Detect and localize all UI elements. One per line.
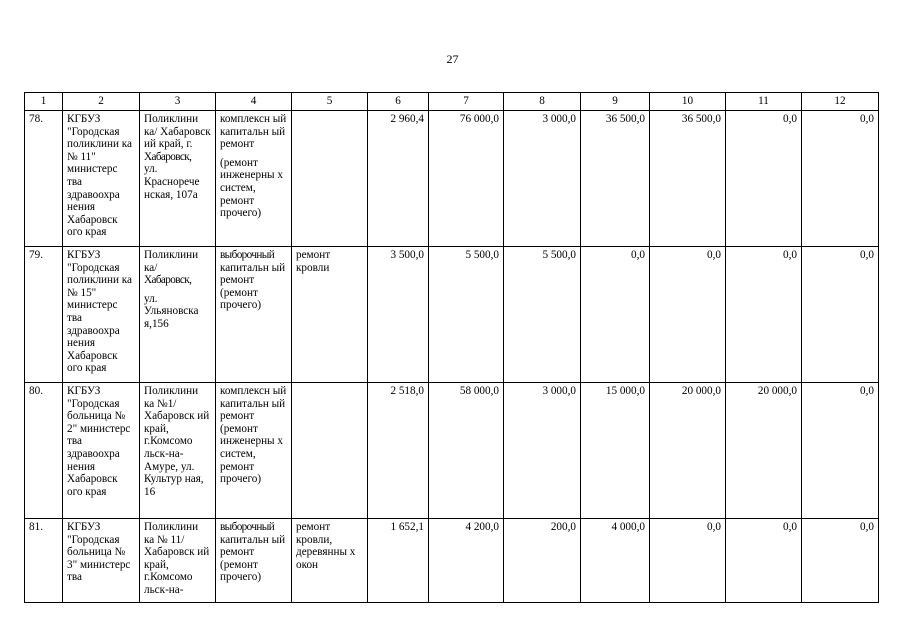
value-cell: 4 200,0 <box>429 519 504 603</box>
address-part: ул. Краснорече нская, 107а <box>144 163 200 201</box>
column-header: 9 <box>581 93 650 111</box>
column-header: 4 <box>216 93 292 111</box>
row-number: 79. <box>25 247 63 383</box>
value-cell: 2 960,4 <box>368 111 429 247</box>
value-cell: 0,0 <box>650 247 726 383</box>
row-number: 80. <box>25 383 63 519</box>
value-cell: 36 500,0 <box>650 111 726 247</box>
row-number: 81. <box>25 519 63 603</box>
column-header: 11 <box>726 93 802 111</box>
facility-address <box>140 247 216 383</box>
facility-address: Поликлини ка № 11/ Хабаровск ий край, г.Комсомо льск-на- <box>140 519 216 603</box>
value-cell: 5 500,0 <box>504 247 581 383</box>
address-part: Поликлини ка/ <box>144 249 199 274</box>
table-row <box>25 383 879 519</box>
table-row <box>25 519 879 603</box>
work-detail <box>292 383 368 519</box>
value-cell: 200,0 <box>504 519 581 603</box>
facility-address <box>140 111 216 247</box>
institution-name: КГБУЗ "Городская больница № 3" министерс тва <box>63 519 140 603</box>
column-header: 7 <box>429 93 504 111</box>
address-city: Хабаровск, <box>144 274 192 287</box>
table-row <box>25 247 879 383</box>
value-cell: 0,0 <box>802 519 879 603</box>
value-cell: 0,0 <box>650 519 726 603</box>
value-cell: 0,0 <box>802 111 879 247</box>
value-cell: 4 000,0 <box>581 519 650 603</box>
work-type <box>216 519 292 603</box>
value-cell: 3 000,0 <box>504 383 581 519</box>
value-cell: 36 500,0 <box>581 111 650 247</box>
work-type-text: капитальн ый ремонт (ремонт прочего) <box>220 261 286 312</box>
institution-name: КГБУЗ "Городская больница № 2" министерс тва здравоохра нения Хабаровск ого края <box>63 383 140 519</box>
value-cell: 76 000,0 <box>429 111 504 247</box>
address-part: Поликлини ка/ Хабаровск ий край, г. <box>144 113 211 151</box>
column-header: 2 <box>63 93 140 111</box>
table-row <box>25 111 879 247</box>
column-header: 3 <box>140 93 216 111</box>
value-cell: 58 000,0 <box>429 383 504 519</box>
value-cell: 15 000,0 <box>581 383 650 519</box>
work-type-text: комплексн ый капитальн ый ремонт <box>220 113 287 151</box>
value-cell: 0,0 <box>726 519 802 603</box>
work-type-lead: выборочный <box>220 521 275 533</box>
value-cell: 5 500,0 <box>429 247 504 383</box>
value-cell: 0,0 <box>802 247 879 383</box>
address-part: ул. Ульяновска я,156 <box>144 292 199 330</box>
value-cell: 1 652,1 <box>368 519 429 603</box>
value-cell: 2 518,0 <box>368 383 429 519</box>
page-number: 27 <box>446 52 459 66</box>
column-number-row <box>25 93 879 111</box>
facility-address: Поликлини ка №1/ Хабаровск ий край, г.Комсомо льск-на-Амуре, ул. Культур ная, 16 <box>140 383 216 519</box>
institution-name: КГБУЗ "Городская поликлини ка № 11" министерс тва здравоохра нения Хабаровск ого края <box>63 111 140 247</box>
column-header: 5 <box>292 93 368 111</box>
institution-name: КГБУЗ "Городская поликлини ка № 15" министерс тва здравоохра нения Хабаровск ого края <box>63 247 140 383</box>
capital-repair-table <box>24 92 879 603</box>
work-type-lead: выборочный <box>220 249 275 261</box>
value-cell: 0,0 <box>726 247 802 383</box>
work-type: комплексн ый капитальн ый ремонт (ремонт инженерны х систем, ремонт прочего) <box>216 383 292 519</box>
value-cell: 0,0 <box>581 247 650 383</box>
work-type-note: (ремонт инженерны х систем, ремонт прочего) <box>220 156 283 220</box>
value-cell: 20 000,0 <box>726 383 802 519</box>
address-city: Хабаровск, <box>144 150 192 163</box>
work-detail: ремонт кровли <box>292 247 368 383</box>
work-type <box>216 111 292 247</box>
value-cell: 20 000,0 <box>650 383 726 519</box>
work-type-text: капитальн ый ремонт (ремонт прочего) <box>220 533 286 584</box>
column-header: 8 <box>504 93 581 111</box>
row-number: 78. <box>25 111 63 247</box>
work-detail: ремонт кровли, деревянны х окон <box>292 519 368 603</box>
column-header: 1 <box>25 93 63 111</box>
column-header: 6 <box>368 93 429 111</box>
work-type <box>216 247 292 383</box>
value-cell: 0,0 <box>802 383 879 519</box>
value-cell: 3 000,0 <box>504 111 581 247</box>
work-detail <box>292 111 368 247</box>
column-header: 12 <box>802 93 879 111</box>
value-cell: 0,0 <box>726 111 802 247</box>
value-cell: 3 500,0 <box>368 247 429 383</box>
column-header: 10 <box>650 93 726 111</box>
